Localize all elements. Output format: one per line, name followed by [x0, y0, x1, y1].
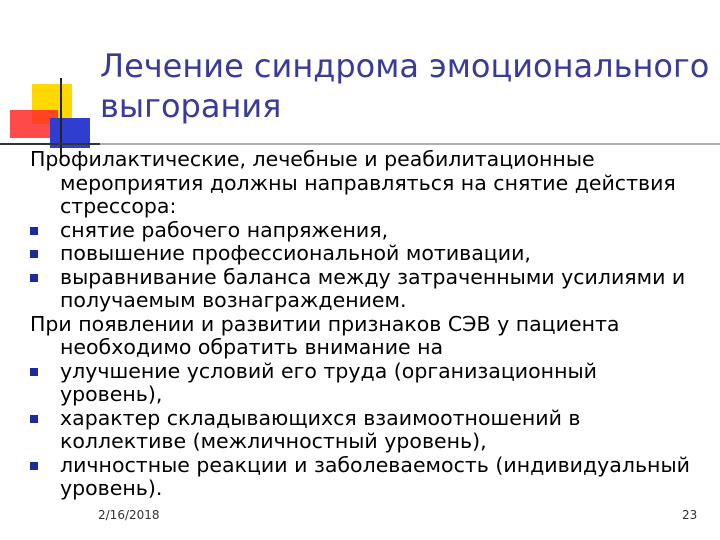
list-item-text: повышение профессиональной мотивации,: [60, 241, 531, 265]
decor-vertical-line: [60, 78, 62, 158]
title-divider-accent: [0, 143, 100, 145]
list-item-text: снятие рабочего напряжения,: [60, 217, 389, 242]
list-item: [30, 219, 700, 243]
title-divider: [0, 143, 720, 145]
square-bullet-icon: [30, 274, 38, 282]
square-bullet-icon: [30, 415, 38, 423]
list-item: [30, 242, 700, 266]
page-number: 23: [682, 508, 698, 522]
list-item-text: характер складывающихся взаимоотношений в коллективе (межличностный уровень),: [60, 405, 581, 453]
list-item: [30, 407, 700, 454]
list-item: [30, 360, 700, 407]
square-bullet-icon: [30, 227, 38, 235]
list-item: [30, 266, 700, 313]
square-bullet-icon: [30, 250, 38, 258]
list-item: [30, 454, 700, 501]
footer-date: 2/16/2018: [98, 508, 160, 522]
square-bullet-icon: [30, 462, 38, 470]
slide-title: Лечение синдрома эмоционального выгорания: [100, 47, 710, 125]
list-item-text: выравнивание баланса между затраченными усилиями и получаемым вознаграждением.: [60, 264, 686, 312]
second-paragraph: При появлении и развитии признаков СЭВ у пациента необходимо обратить внимание на: [30, 311, 620, 359]
intro-paragraph: Профилактические, лечебные и реабилитационные мероприятия должны направляться на снятие действия стрессора:: [30, 147, 676, 218]
list-item-text: личностные реакции и заболеваемость (индивидуальный уровень).: [60, 452, 690, 500]
square-bullet-icon: [30, 368, 38, 376]
slide-body: [30, 148, 700, 501]
list-item-text: улучшение условий его труда (организационный уровень),: [60, 358, 597, 406]
